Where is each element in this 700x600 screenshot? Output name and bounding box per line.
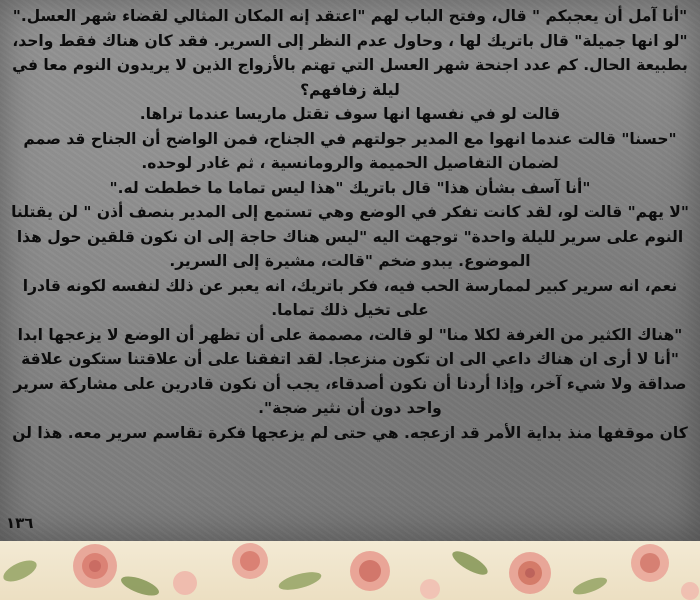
paragraph-4: "حسنا" قالت عندما انهوا مع المدير جولتهم في الجناح، فمن الواضح أن الجناح قد صمم لضمان التفاصيل الحميمة والرومانسية ، ثم غادر لوحده.	[23, 129, 677, 172]
paragraph-2: "لو انها جميلة" قال باتريك لها ، وحاول عدم النظر إلى السرير. فقد كان هناك فقط واحد، بطبيعة الحال. كم عدد اجنحة شهر العسل التي تهتم بالأزواج الذين لا يريدون النوم معا في ليلة زفافهم؟	[12, 31, 688, 99]
floral-pattern	[0, 541, 700, 600]
paragraph-6: "لا يهم" قالت لو، لقد كانت تفكر في الوضع وهي تستمع إلى المدير بنصف أذن " لن يقتلنا النوم على سرير لليلة واحدة" توجهت اليه "ليس هناك حاجة إلى ان نكون قلقين حول هذا الموضوع. يبدو ضخم "قالت، مشيرة إلى السرير.	[11, 203, 689, 270]
floral-footer-decoration	[0, 541, 700, 600]
page-text	[6, 4, 694, 445]
paragraph-3: قالت لو في نفسها انها سوف تقتل ماريسا عندما تراها.	[139, 105, 561, 123]
paragraph-8: "هناك الكثير من الغرفة لكلا منا" لو قالت، مصممة على أن تظهر أن الوضع لا يزعجها ابدا "أنا لا أرى ان هناك داعي الى ان تكون منزعجا. لقد اتفقنا على أن علاقتنا ستكون علاقة صداقة ولا شيء آخر، وإذا أردنا أن نكون أصدقاء، يجب أن نكون قادرين على مشاركة سرير واحد دون أن نثير ضجة".	[13, 325, 687, 417]
paragraph-1: "أنا آمل أن يعجبكم " قال، وفتح الباب لهم "اعتقد إنه المكان المثالي لقضاء شهر العسل."	[12, 7, 688, 25]
paragraph-9: كان موقفها منذ بداية الأمر قد ازعجه. هي حتى لم يزعجها فكرة تقاسم سرير معه. هذا لن	[12, 423, 688, 442]
paragraph-5: "أنا آسف بشأن هذا" قال باتريك "هذا ليس تماما ما خططت له."	[109, 178, 591, 197]
paragraph-7: نعم، انه سرير كبير لممارسة الحب فيه، فكر باتريك، انه يعبر عن ذلك لنفسه لكونه قادرا على تخيل ذلك تماما.	[22, 276, 678, 319]
page-number: ١٣٦	[6, 514, 34, 532]
